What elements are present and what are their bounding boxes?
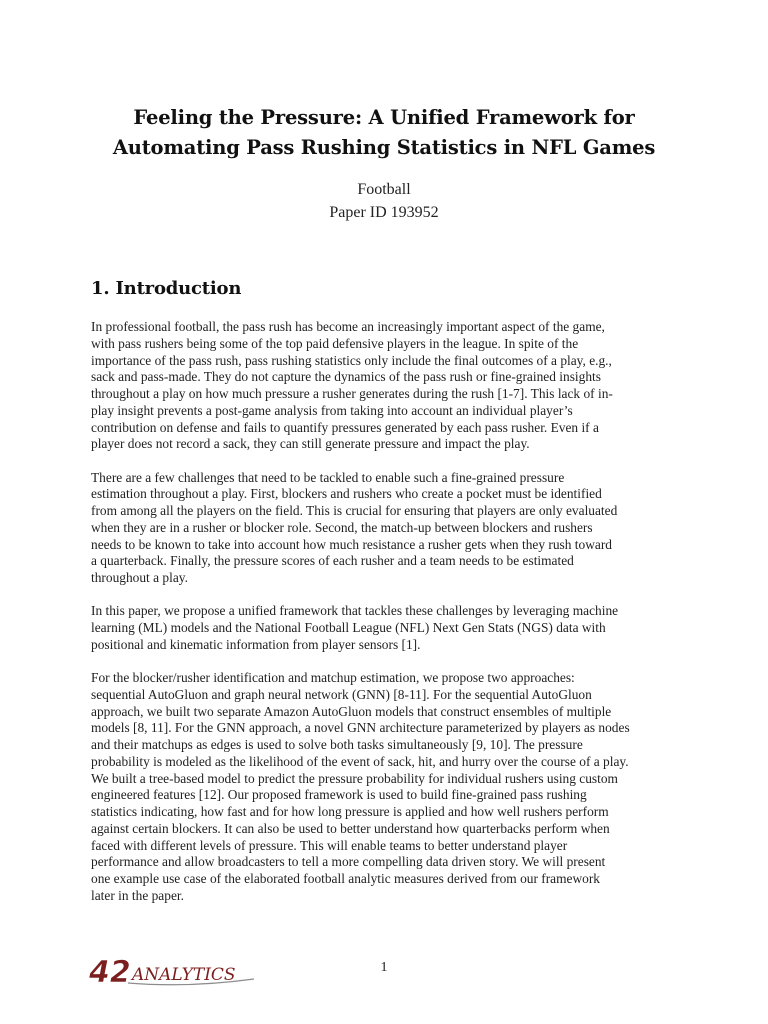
paragraph-line: needs to be known to take into account how much resistance a rusher gets when they rush toward: [91, 536, 612, 552]
paragraph: [91, 470, 681, 587]
paragraph-line: contribution on defense and fails to quantify pressures generated by each pass rusher. Even if a: [91, 419, 599, 435]
paragraph-line: performance and allow broadcasters to tell a more compelling data driven story. We will present: [91, 854, 606, 870]
section-heading: 1. Introduction: [91, 278, 242, 299]
paragraph-line: throughout a play on how much pressure a rusher generates during the rush [1-7]. This lack of in-: [91, 386, 613, 401]
paragraph-line: statistics indicating, how fast and for how long pressure is applied and how well rushers perform: [91, 804, 609, 819]
paragraph-line: For the blocker/rusher identification and matchup estimation, we propose two approaches:: [91, 670, 575, 685]
paragraph-line: faced with different levels of pressure. This will enable teams to better understand player: [91, 837, 568, 853]
paper-track: Football: [357, 181, 411, 198]
paragraph-line: against certain blockers. It can also be used to better understand how quarterbacks perform when: [91, 820, 610, 836]
paragraph-line: a quarterback. Finally, the pressure scores of each rusher and a team needs to be estimated: [91, 553, 574, 569]
paper-title-line-2: Automating Pass Rushing Statistics in NFL Games: [112, 136, 656, 159]
paragraph: [91, 603, 681, 653]
logo-word: ANALYTICS: [132, 965, 236, 985]
paragraph-line: In this paper, we propose a unified framework that tackles these challenges by leveraging machine: [91, 603, 619, 619]
paragraph-line: play insight prevents a post-game analysis from taking into account an individual player’s: [91, 402, 573, 418]
paragraph-line: There are a few challenges that need to be tackled to enable such a fine-grained pressure: [91, 469, 565, 485]
paragraph-line: positional and kinematic information from player sensors [1].: [91, 636, 421, 652]
42-analytics-logo: [88, 952, 258, 988]
paragraph-line: and their matchups as edges is used to solve both tasks simultaneously [9, 10]. The pressure: [91, 737, 583, 752]
paragraph: [91, 319, 681, 453]
paragraph-line: learning (ML) models and the National Football League (NFL) Next Gen Stats (NGS) data with: [91, 620, 606, 635]
paragraph-line: later in the paper.: [91, 887, 184, 903]
paragraph-line: sack and pass-made. They do not capture the dynamics of the pass rush or fine-grained insights: [91, 369, 601, 385]
paragraph-line: when they are in a rusher or blocker role. Second, the match-up between blockers and rushers: [91, 519, 593, 535]
logo-number: 42: [89, 955, 131, 988]
paragraph-line: engineered features [12]. Our proposed framework is used to build fine-grained pass rushing: [91, 787, 587, 803]
paper-title: [60, 103, 708, 163]
paragraph-line: In professional football, the pass rush has become an increasingly important aspect of the game,: [91, 319, 605, 334]
section-body: [91, 319, 681, 921]
paper-meta: [60, 178, 708, 224]
paper-id: Paper ID 193952: [329, 204, 439, 221]
paragraph-line: probability is modeled as the likelihood of the event of sack, hit, and hurry over the course of a play.: [91, 753, 629, 769]
paragraph-line: approach, we built two separate Amazon AutoGluon models that construct ensembles of multiple: [91, 703, 612, 719]
paragraph-line: estimation throughout a play. First, blockers and rushers who create a pocket must be identified: [91, 486, 602, 502]
paper-title-line-1: Feeling the Pressure: A Unified Framework for: [133, 106, 635, 129]
paragraph: [91, 670, 681, 905]
paragraph-line: sequential AutoGluon and graph neural network (GNN) [8-11]. For the sequential AutoGluon: [91, 686, 592, 702]
paragraph-line: one example use case of the elaborated football analytic measures derived from our framework: [91, 871, 601, 886]
paragraph-line: throughout a play.: [91, 570, 188, 585]
paragraph-line: player does not record a sack, they can still generate pressure and impact the play.: [91, 436, 530, 452]
paragraph-line: models [8, 11]. For the GNN approach, a novel GNN architecture parameterized by players as nodes: [91, 720, 630, 736]
paragraph-line: importance of the pass rush, pass rushing statistics only include the final outcomes of a play, e.g.,: [91, 352, 612, 368]
paragraph-line: We built a tree-based model to predict the pressure probability for individual rushers using custom: [91, 770, 618, 786]
page-number: 1: [380, 960, 388, 975]
paragraph-line: with pass rushers being some of the top paid defensive players in the league. In spite of the: [91, 335, 579, 351]
paragraph-line: from among all the players on the field. This is crucial for ensuring that players are only evaluated: [91, 503, 618, 518]
